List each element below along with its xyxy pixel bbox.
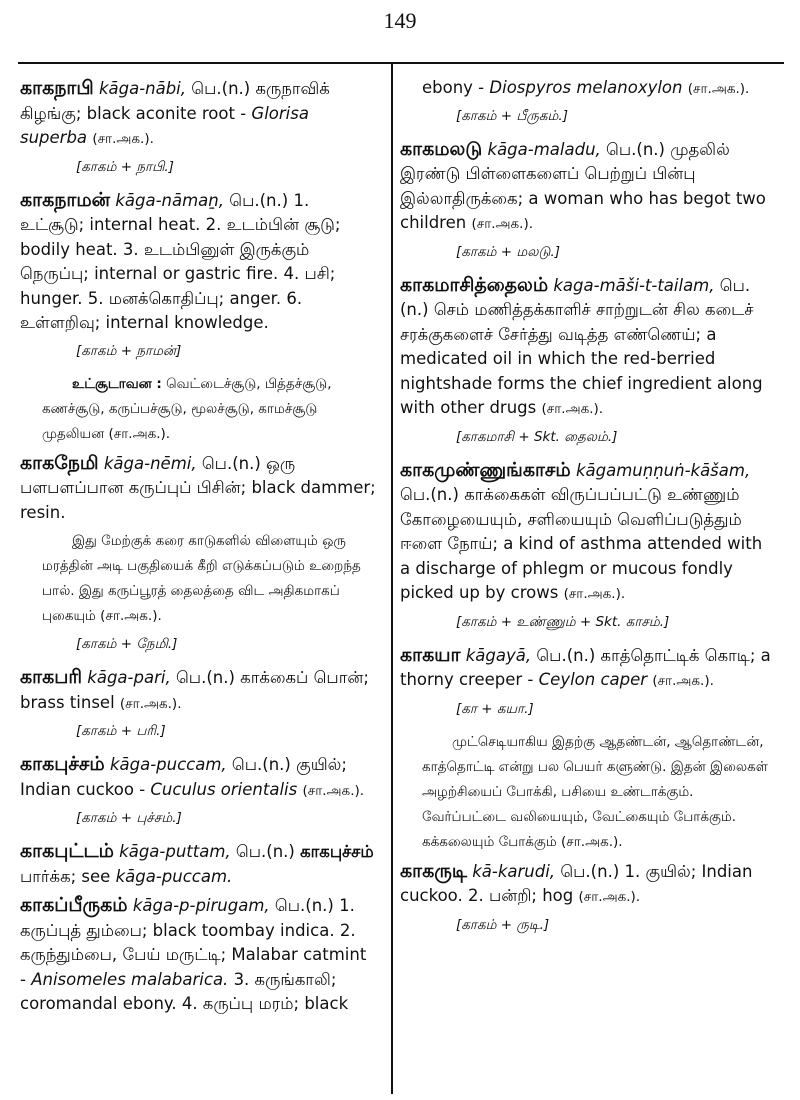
header-rule	[18, 62, 784, 64]
definition-english: black aconite root -	[86, 103, 247, 123]
dictionary-entry	[20, 893, 376, 1017]
definition: 1. உட்சூடு; internal heat. 2. உடம்பின் சூடு; bodily heat. 3. உடம்பினுள் இருக்கும் நெருப்பு; internal or gastric fire. 4. பசி; hunger. 5. மனக்கொதிப்பு; anger. 6. உள்ளறிவு; internal knowledge.	[20, 190, 341, 332]
definition: செம் மணித்தக்காளிச் சாற்றுடன் சில கடைச் சரக்குகளைச் சேர்த்து வடித்த எண்ணெய்; a medicated oil in which the red-berried nightshade forms the chief ingredient along with other drugs	[400, 300, 763, 417]
definition-english: ebony -	[422, 78, 485, 97]
source: (சா.அக.).	[92, 131, 154, 147]
headword: காகநாமன்	[20, 188, 111, 211]
etymology: [காகம் + நாபி.]	[76, 158, 174, 175]
continued-entry	[400, 76, 772, 102]
source: (சா.அக.).	[652, 673, 714, 689]
headword: காகபரி	[20, 666, 83, 688]
dictionary-entry	[20, 451, 376, 526]
part-of-speech: பெ.(n.)	[231, 755, 291, 774]
etymology: [காகம் + பரி.]	[76, 723, 166, 739]
dictionary-entry	[20, 188, 376, 336]
part-of-speech: பெ.(n.)	[229, 190, 289, 210]
part-of-speech: பெ.(n.)	[560, 861, 620, 881]
scientific-name: Ceylon caper	[538, 670, 648, 689]
transliteration: kāga-p-pirugam,	[132, 896, 270, 915]
etymology: [காகம் + மலடு.]	[456, 243, 561, 260]
transliteration: kāga-puttam,	[119, 842, 231, 861]
definition: கருநாவிக் கிழங்கு;	[20, 79, 330, 123]
part-of-speech: பெ.(n.)	[191, 79, 251, 98]
part-of-speech: பெ.(n.)	[400, 485, 459, 504]
headword: காகமலடு	[400, 137, 483, 160]
dictionary-entry	[20, 752, 376, 803]
scientific-name: Diospyros melanoxylon	[489, 78, 683, 97]
dictionary-entry	[20, 839, 376, 889]
transliteration: kāgayā,	[465, 645, 532, 665]
part-of-speech: பெ.(n.)	[235, 842, 295, 861]
transliteration: kāga-maladu,	[487, 139, 601, 159]
part-of-speech: பெ.(n.)	[536, 645, 596, 665]
definition: 1. கருப்புத் தும்பை; black toombay indica.	[20, 896, 355, 940]
definition: காக்கைப் பொன்; brass tinsel	[20, 668, 369, 712]
etymology: [கா + கயா.]	[456, 700, 534, 717]
source: (சா.அக.).	[541, 401, 604, 417]
note-text: வெட்டைச்சூடு, பித்தச்சூடு, கணச்சூடு, கருப்பச்சூடு, மூலச்சூடு, காமச்சூடு முதலியன (சா.அக.).	[42, 375, 332, 442]
transliteration: kaga-māši-t-tailam,	[553, 275, 715, 295]
dictionary-entry	[20, 76, 376, 152]
source: (சா.அக.).	[119, 695, 182, 712]
note: முட்செடியாகிய இதற்கு ஆதண்டன், ஆதொண்டன், காத்தொட்டி என்று பல பெயர் களுண்டு. இதன் இலைகள் அழற்சியைப் போக்கி, பசியை உண்டாக்கும். வேர்ப்பட்டை வலியையும், வேட்கையும் போக்கும். கக்கலையும் போக்கும் (சா.அக.).	[422, 733, 768, 850]
headword: காகமுண்ணுங்காசம்	[400, 458, 571, 481]
headword: காகப்பீருகம்	[20, 894, 128, 916]
definition: முதலில் இரண்டு பிள்ளைகளைப் பெற்றுப் பின்பு இல்லாதிருக்கை; a woman who has begot two children	[400, 139, 766, 232]
headword: காகயா	[400, 643, 461, 666]
headword: காகநாபி	[20, 77, 94, 99]
dictionary-entry	[400, 458, 772, 607]
source: (சா.அக.).	[578, 889, 641, 905]
source: (சா.அக.).	[563, 586, 626, 602]
note: இது மேற்குக் கரை காடுகளில் விளையும் ஒரு மரத்தின் அடி பகுதியைக் கீறி எடுக்கப்படும் உறைந்த பால். இது கருப்பூரத் தைலத்தை விட அதிகமாகப் புகையும் (சா.அக.).	[42, 533, 361, 624]
page-number: 149	[383, 8, 417, 33]
definition: 3. கருங்காலி; coromandal ebony. 4. கருப்பு மரம்; black	[20, 969, 349, 1013]
dictionary-entry	[400, 137, 772, 237]
definition: குயில்; Indian cuckoo -	[20, 755, 347, 799]
transliteration: kāga-pari,	[87, 668, 171, 687]
left-column	[20, 76, 376, 1021]
etymology: [காகம் + பீருகம்.]	[456, 107, 568, 124]
note-label: உட்சூடாவன :	[72, 375, 162, 392]
etymology: [காகம் + உண்ணும் + Skt. காசம்.]	[456, 613, 670, 630]
transliteration: kāga-nābi,	[98, 79, 187, 98]
part-of-speech: பெ.(n.)	[606, 139, 665, 159]
dictionary-entry	[400, 643, 772, 694]
definition: ஒரு பளபளப்பான கருப்புப் பிசின்; black dammer; resin.	[20, 453, 376, 522]
transliteration: kāga-puccam,	[109, 755, 227, 774]
part-of-speech: பெ.(n.)	[175, 668, 235, 687]
headword: காகநேமி	[20, 451, 99, 474]
etymology: [காகமாசி + Skt. தைலம்.]	[456, 428, 618, 445]
transliteration: kāga-nāmaṉ,	[115, 190, 224, 210]
part-of-speech: பெ.(n.)	[201, 453, 261, 473]
source: (சா.அக.).	[471, 216, 534, 232]
dictionary-entry	[400, 859, 772, 910]
right-column	[400, 76, 772, 946]
dictionary-entry	[20, 665, 376, 716]
headword: காகமாசித்தைலம்	[400, 273, 549, 296]
transliteration: kā-karudi,	[472, 861, 556, 881]
etymology: [காகம் + புச்சம்.]	[76, 810, 182, 826]
definition: காத்தொட்டிக் கொடி; a thorny creeper -	[400, 645, 771, 689]
transliteration: kāga-nēmi,	[103, 453, 197, 473]
headword: காகருடி	[400, 859, 467, 882]
definition: 1. குயில்; Indian cuckoo. 2. பன்றி; hog	[400, 861, 753, 905]
definition: 2. கருந்தும்பை, பேய் மருட்டி; Malabar catmint -	[20, 920, 367, 989]
etymology: [காகம் + ருடி.]	[456, 916, 550, 933]
source: (சா.அக.).	[687, 81, 750, 97]
cross-reference-headword: காகபுச்சம்	[300, 842, 374, 861]
scientific-name: Anisomeles malabarica.	[31, 969, 229, 989]
part-of-speech: பெ.(n.)	[274, 896, 334, 915]
see-transliteration: kāga-puccam.	[115, 866, 233, 886]
dictionary-entry	[400, 273, 772, 422]
headword: காகபுச்சம்	[20, 753, 105, 775]
note	[20, 372, 376, 447]
see-text: பார்க்க; see	[20, 866, 111, 886]
part-of-speech: பெ.(n.)	[400, 275, 751, 319]
transliteration: kāgamuṇṇuṅ-kāšam,	[575, 460, 751, 480]
column-divider	[391, 64, 393, 1094]
etymology: [காகம் + நாமன்]	[76, 342, 182, 359]
scientific-name: Cuculus orientalis	[150, 779, 298, 799]
source: (சா.அக.).	[302, 782, 365, 799]
headword: காகபுட்டம்	[20, 840, 114, 862]
scientific-name: Glorisa superba	[20, 103, 309, 147]
definition: காக்கைகள் விருப்பப்பட்டு உண்ணும் கோழையையும், சளியையும் வெளிப்படுத்தும் ஈளை நோய்; a kind of asthma attended with a discharge of phlegm or mucous fondly picked up by crows	[400, 485, 763, 602]
etymology: [காகம் + நேமி.]	[76, 636, 178, 652]
